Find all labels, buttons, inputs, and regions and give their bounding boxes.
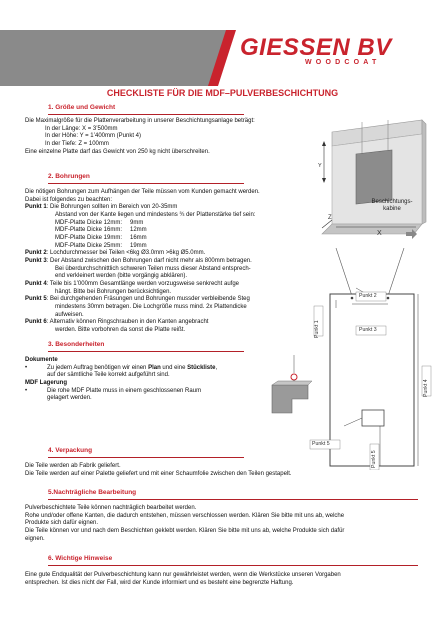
point-5-text-2: mindestens 30mm betragen. Die Lochgröße muss mind. 2x Plattendicke bbox=[55, 304, 247, 311]
diagram-z-label: Z bbox=[328, 215, 332, 221]
drill-hole bbox=[387, 297, 390, 300]
panel-edge-top bbox=[272, 381, 312, 385]
section-heading-packaging: 4. Verpackung bbox=[48, 447, 244, 458]
panel-outline bbox=[330, 294, 414, 466]
panel-diagram bbox=[300, 248, 440, 470]
section-heading-postprocessing: 5.Nachträgliche Bearbeitung bbox=[48, 489, 418, 500]
point-6-text-2: werden. Bitte vorbohren da sonst die Platte reißt. bbox=[55, 327, 186, 334]
section-heading-size-weight: 1. Größe und Gewicht bbox=[48, 104, 244, 115]
diagram-y-label: Y bbox=[318, 163, 322, 169]
post-line-2: Rohe und/oder offene Kanten, die dadurch entstehen, müssen verschlossen werden. Klären Sie bitte mit uns ab, welche bbox=[25, 512, 345, 519]
y-arrow-head bbox=[322, 178, 326, 183]
panel-cutout bbox=[362, 410, 384, 426]
weight-limit: Eine einzelne Platte darf das Gewicht von 250 kg nicht überschreiten. bbox=[25, 148, 210, 155]
point-1-text-2: Abstand von der Kante liegen und mindestens ¾ der Plattenstärke tief sein: bbox=[55, 212, 256, 219]
section-heading-special: 3. Besonderheiten bbox=[48, 341, 244, 352]
thickness-row: MDF-Platte Dicke 12mm: 9mm bbox=[55, 219, 144, 226]
documents-label: Dokumente bbox=[25, 357, 58, 363]
documents-text: Zu jedem Auftrag benötigen wir einen Plan und eine Stückliste, bbox=[47, 364, 218, 371]
ring-screw-icon bbox=[291, 374, 297, 380]
diagram-point-5-label: Punkt 5 bbox=[312, 441, 330, 447]
point-5-label: Punkt 5 bbox=[25, 296, 47, 303]
thickness-row: MDF-Platte Dicke 16mm: 12mm bbox=[55, 227, 147, 234]
diagram-point-4-label: Punkt 4 bbox=[423, 379, 429, 397]
drill-intro-2: Dabei ist folgendes zu beachten: bbox=[25, 196, 113, 203]
point-3-label: Punkt 3 bbox=[25, 258, 47, 265]
notes-line-1: Eine gute Endqualität der Pulverbeschichtung kann nur gewährleistet werden, wenn die Werkstücke unseren Vorgaben bbox=[25, 572, 341, 578]
point-4-label: Punkt 4 bbox=[25, 281, 47, 288]
diagram-point-1-label: Punkt 1 bbox=[314, 320, 320, 338]
y-arrow-head bbox=[322, 141, 326, 146]
point-4-text: : Teile bis 1’000mm Gesamtlänge werden vorzugsweise senkrecht aufge bbox=[46, 281, 239, 288]
post-line-5: eignen. bbox=[25, 535, 45, 542]
documents-text-2: auf der sämtliche Teile korrekt aufgeführt sind. bbox=[47, 372, 170, 379]
point-6-text: : Alternativ können Ringschrauben in den Kanten angebracht bbox=[46, 319, 209, 326]
post-line-3: Produkte sich dafür eignen. bbox=[25, 520, 99, 527]
drill-intro-1: Die nötigen Bohrungen zum Aufhängen der Teile müssen vom Kunden gemacht werden. bbox=[25, 189, 260, 195]
bullet-icon: • bbox=[25, 387, 28, 394]
section-notes-body bbox=[25, 572, 417, 587]
point-2-label: Punkt 2 bbox=[25, 250, 47, 257]
cabin-diagram bbox=[318, 112, 433, 247]
size-length: In der Länge: X = 3’500mm bbox=[45, 125, 118, 132]
point-3-text-3: end verkleinert werden (bitte vorgängig abklären). bbox=[55, 273, 188, 280]
diagram-point-5b-label: Punkt 5 bbox=[371, 450, 377, 468]
cabin-panel bbox=[356, 150, 392, 204]
cabin-right-face bbox=[422, 120, 426, 224]
section-special-body bbox=[25, 357, 295, 403]
brand-logo-name: GIESSEN BV bbox=[240, 34, 392, 61]
bullet-icon: • bbox=[25, 364, 28, 371]
point-5-text: : Bei durchgehenden Fräsungen und Bohrungen mussder verbleibende Steg bbox=[46, 296, 250, 303]
point-1-text: : Die Bohrungen sollten im Bereich von 20-35mm bbox=[46, 204, 178, 211]
panel-edge-detail bbox=[272, 385, 308, 413]
point-5-text-3: aufweisen. bbox=[55, 311, 84, 318]
brand-logo-sub: WOODCOAT bbox=[305, 59, 381, 66]
point-3-text: : Der Abstand zwischen den Bohrungen darf nicht mehr als 800mm betragen. bbox=[46, 258, 252, 265]
ring-screw-diagram bbox=[268, 355, 312, 419]
size-intro: Die Maximalgröße für die Plattenverarbeitung in unserer Beschichtungsanlage beträgt: bbox=[25, 118, 255, 124]
point-1-label: Punkt 1 bbox=[25, 204, 47, 211]
point-6-label: Punkt 6 bbox=[25, 319, 47, 326]
hanging-wire-right bbox=[388, 248, 404, 296]
post-line-1: Pulverbeschichtete Teile können nachträglich bearbeitet werden. bbox=[25, 505, 197, 511]
mdf-storage-label: MDF Lagerung bbox=[25, 380, 67, 387]
hanging-wire-left bbox=[336, 248, 352, 296]
thickness-row: MDF-Platte Dicke 19mm: 16mm bbox=[55, 235, 147, 242]
post-line-4: Die Teile können vor und nach dem Beschichten geklebt werden. Klären Sie bitte mit uns ab, welche Produkte sich dafür bbox=[25, 528, 345, 535]
page-title: CHECKLISTE FÜR DIE MDF–PULVERBESCHICHTUNG bbox=[106, 88, 339, 98]
packaging-line-2: Die Teile werden auf einer Palette geliefert und mit einer Schaumfolie zwischen den Teilen gestapelt. bbox=[25, 470, 292, 477]
drill-hole bbox=[351, 297, 354, 300]
section-heading-notes: 6. Wichtige Hinweise bbox=[48, 555, 418, 566]
point-4-text-2: hängt. Bitte bei Bohrungen berücksichtigen. bbox=[55, 288, 172, 295]
section-postprocessing-body bbox=[25, 505, 417, 543]
point-2-text: : Lochdurchmesser bei Teilen <6kg Ø3.0mm >6kg Ø5.0mm. bbox=[46, 250, 206, 257]
diagram-point-2-label: Punkt 2 bbox=[359, 293, 377, 299]
thickness-row: MDF-Platte Dicke 25mm: 19mm bbox=[55, 242, 147, 249]
packaging-line-1: Die Teile werden ab Fabrik geliefert. bbox=[25, 463, 121, 469]
cabin-label: Beschichtungs- kabine bbox=[371, 199, 413, 212]
diagram-point-3-label: Punkt 3 bbox=[359, 327, 377, 333]
mdf-storage-text-2: gelagert werden. bbox=[47, 395, 92, 402]
size-height: In der Höhe: Y = 1’400mm (Punkt 4) bbox=[45, 133, 141, 140]
mdf-storage-text: Die rohe MDF Platte muss in einem geschlossenen Raum bbox=[47, 387, 202, 394]
header-gray-band bbox=[0, 30, 232, 86]
point-3-text-2: Bei überdurchschnittlich schweren Teilen muss dieser Abstand entsprech- bbox=[55, 265, 251, 272]
diagram-x-label: X bbox=[377, 230, 382, 237]
section-heading-drilling: 2. Bohrungen bbox=[48, 173, 244, 184]
size-depth: In der Tiefe: Z = 100mm bbox=[45, 141, 109, 148]
notes-line-2: entsprechen. Ist dies nicht der Fall, wird der Kunde informiert und es besteht eine begrenzte Haftung. bbox=[25, 579, 294, 586]
